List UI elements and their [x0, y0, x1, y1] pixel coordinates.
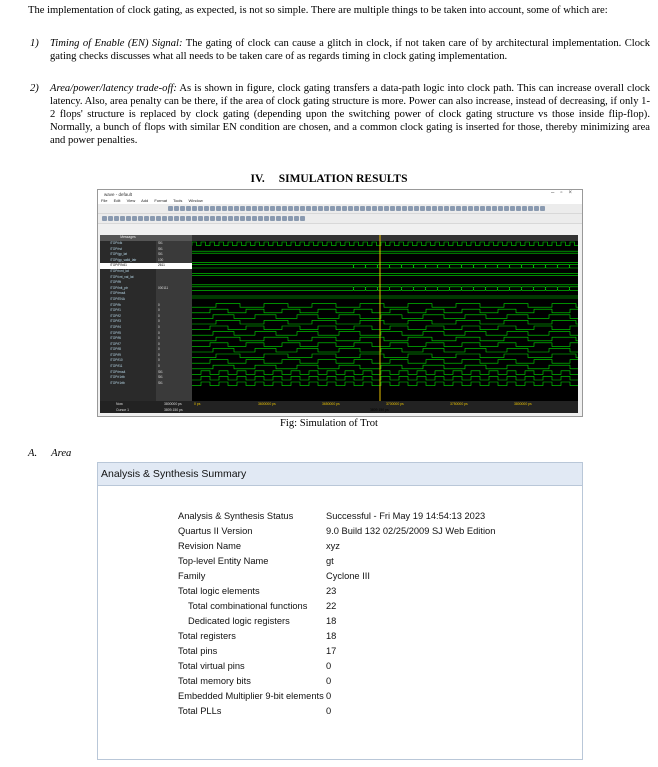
time-tick: 3700000 ps: [386, 402, 404, 406]
subsection-heading: [28, 448, 71, 459]
section-title: SIMULATION RESULTS: [278, 173, 408, 185]
section-heading: [0, 173, 658, 185]
signal-name[interactable]: /TOP/r1rtb: [110, 380, 125, 385]
summary-row: [178, 689, 495, 704]
summary-key: Total memory bits: [178, 676, 251, 686]
summary-key: Quartus II Version: [178, 526, 253, 536]
signal-name[interactable]: /TOP/r1rtb: [110, 375, 125, 380]
list-item-timing: [28, 37, 650, 63]
signal-waveform: [192, 309, 578, 313]
summary-row: [178, 599, 495, 614]
signal-waveform: [192, 371, 578, 375]
signal-name[interactable]: /TOP/ENA: [110, 296, 125, 301]
summary-key: Total registers: [178, 631, 236, 641]
summary-key: Embedded Multiplier 9-bit elements: [178, 691, 324, 701]
summary-row: [178, 524, 495, 539]
summary-key: Top-level Entity Name: [178, 556, 269, 566]
signal-waveform: [192, 354, 578, 358]
summary-value: 23: [326, 586, 337, 596]
sim-window-title: wave - default: [104, 192, 133, 197]
cursor-label: Cursor 1: [116, 408, 130, 412]
signal-name[interactable]: /TOP/fft: [110, 280, 121, 285]
signal-name[interactable]: /TOP/f9: [110, 352, 121, 357]
summary-value: Cyclone III: [326, 571, 370, 581]
list-number: 2): [30, 83, 39, 94]
summary-key: Analysis & Synthesis Status: [178, 511, 294, 521]
sim-toolbar-2: [98, 214, 582, 224]
signal-value: 000111: [158, 285, 169, 290]
menu-view: View: [126, 198, 136, 203]
menu-format: Format: [154, 198, 168, 203]
signal-value: 0: [158, 330, 160, 335]
time-tick: 3750000 ps: [450, 402, 468, 406]
summary-row: [178, 674, 495, 689]
signal-waveform: [192, 264, 578, 268]
signal-value: 0: [158, 347, 160, 352]
figure-caption: Fig: Simulation of Trot: [279, 418, 379, 429]
signal-names: [100, 235, 156, 401]
signal-name[interactable]: /TOP/f7: [110, 341, 121, 346]
signal-value: St1: [158, 241, 163, 245]
sim-bottombar: [100, 401, 578, 413]
signal-value: St1: [158, 246, 163, 251]
signal-waveform: [192, 326, 578, 330]
menu-file: File: [101, 198, 108, 203]
summary-key: Total combinational functions: [188, 601, 308, 611]
signal-value: 0: [158, 336, 160, 341]
signal-waveform: [192, 337, 578, 341]
signal-name[interactable]: /TOP/FIN41: [100, 263, 156, 269]
list-item-tradeoff: [28, 82, 650, 147]
summary-key: Total virtual pins: [178, 661, 245, 671]
menu-tools: Tools: [173, 198, 183, 203]
signal-name[interactable]: /TOP/gp_lat: [110, 252, 127, 257]
summary-row: [178, 629, 495, 644]
summary-table: [178, 509, 495, 719]
sim-titlebar: [98, 190, 582, 198]
now-value: 3800000 ps: [164, 402, 182, 406]
summary-row: [178, 614, 495, 629]
simulation-figure: [97, 189, 583, 417]
menu-edit: Edit: [113, 198, 121, 203]
signal-name[interactable]: /TOP/f2: [110, 313, 121, 318]
menu-window: Window: [188, 198, 203, 203]
cursor-time-label: 3809.150 ps: [370, 408, 389, 412]
now-label: Now: [116, 402, 123, 406]
summary-value: 0: [326, 691, 332, 701]
signal-value: 0: [158, 324, 160, 329]
messages-header: Messages: [100, 235, 156, 241]
signal-value: St1: [158, 369, 163, 374]
signal-waveform: [192, 287, 578, 291]
signal-name[interactable]: /TOP/f5: [110, 330, 121, 335]
summary-key: Family: [178, 571, 206, 581]
summary-key: Total logic elements: [178, 586, 260, 596]
time-axis-svg: [100, 401, 578, 413]
list-term: Timing of Enable (EN) Signal:: [50, 38, 183, 49]
summary-key: Total PLLs: [178, 706, 222, 716]
signal-waveform: [192, 315, 578, 319]
signal-value: St1: [158, 380, 163, 385]
signal-value: 0: [158, 352, 160, 357]
menu-add: Add: [141, 198, 149, 203]
summary-value: 18: [326, 616, 337, 626]
signal-name[interactable]: /TOP/clk: [110, 241, 123, 245]
signal-value: St1: [158, 375, 163, 380]
time-tick: 3600000 ps: [258, 402, 276, 406]
signal-name[interactable]: /TOP/init_ptr: [110, 285, 128, 290]
signal-waveform: [192, 376, 578, 380]
summary-row: [178, 509, 495, 524]
summary-value: 0: [326, 676, 332, 686]
summary-key: Revision Name: [178, 541, 242, 551]
summary-value: 9.0 Build 132 02/25/2009 SJ Web Edition: [326, 526, 496, 536]
signal-name[interactable]: /TOP/rcnt_lat: [110, 268, 129, 273]
summary-value: 0: [326, 661, 332, 671]
signal-name[interactable]: /TOP/cnt_val_lat: [110, 274, 134, 279]
signal-name[interactable]: /TOP/f3: [110, 319, 121, 324]
signal-name[interactable]: /TOP/rst: [110, 246, 122, 251]
summary-row: [178, 569, 495, 584]
subsection-letter: A.: [28, 448, 38, 459]
window-controls: –▫×: [551, 190, 578, 196]
waveform-svg: [192, 235, 578, 401]
summary-row: [178, 644, 495, 659]
signal-waveform: [192, 365, 578, 369]
signal-value: 2611: [156, 263, 192, 269]
summary-row: [178, 539, 495, 554]
signal-waveform: [192, 348, 578, 352]
signal-name[interactable]: /TOP/ena4: [110, 291, 126, 296]
summary-row: [178, 704, 495, 719]
synthesis-summary-panel: [97, 462, 583, 760]
time-tick: 3650000 ps: [322, 402, 340, 406]
signal-name[interactable]: /TOP/f6: [110, 336, 121, 341]
summary-row: [178, 659, 495, 674]
signal-value: 0: [158, 358, 160, 363]
signal-values: [156, 235, 192, 401]
signal-value: 0: [158, 364, 160, 369]
summary-value: Successful - Fri May 19 14:54:13 2023: [326, 511, 486, 521]
section-number: IV.: [250, 173, 265, 185]
summary-row: [178, 584, 495, 599]
signal-name[interactable]: /TOP/f10: [110, 358, 123, 363]
signal-name[interactable]: /TOP/f11: [110, 364, 123, 369]
waveform-area: [192, 235, 578, 401]
subsection-title: Area: [51, 448, 72, 459]
signal-name[interactable]: /TOP/f8: [110, 347, 121, 352]
signal-value: 0: [158, 341, 160, 346]
signal-waveform: [192, 382, 578, 386]
sim-toolbar-1: [98, 204, 582, 214]
signal-waveform: [192, 343, 578, 347]
summary-header: Analysis & Synthesis Summary: [98, 463, 582, 486]
signal-waveform: [192, 242, 578, 246]
signal-waveform: [192, 320, 578, 324]
signal-name[interactable]: /TOP/f4: [110, 324, 121, 329]
signal-value: St1: [158, 252, 163, 257]
list-text: As is shown in figure, clock gating transfers a data-path logic into clock path. This can increase overall clock latency. Also, area penalty can be there, if the area of clock gating structure is more. Power can also increase, instead of decreasing, if only 1-2 flops' structure is replaced by clock gating (depending upon the switching power of clock gating structure vs those inside flip-flop). Normally, a bunch of flops with similar EN condition are chosen, and a common clock gating is inserted for those, thereby minimizing area and power penalties.: [50, 83, 650, 146]
wave-header: [192, 235, 578, 241]
signal-value: 0: [158, 308, 160, 313]
cursor-value: 3809.150 ps: [164, 408, 183, 412]
list-text: The gating of clock can cause a glitch in clock, if not taken care of by architectural implementation. Clock gating checks discusses what all needs to be taken care of as regards timing in clock gating implementation.: [50, 38, 650, 62]
summary-value: xyz: [326, 541, 340, 551]
signal-name[interactable]: /TOP/gp_valid_latr: [110, 257, 137, 262]
summary-value: 22: [326, 601, 337, 611]
signal-name[interactable]: /TOP/fb: [110, 302, 121, 307]
signal-waveform: [192, 332, 578, 336]
signal-value: 100: [158, 257, 164, 262]
time-tick: 0 ps: [194, 402, 201, 406]
summary-row: [178, 554, 495, 569]
signal-value: 0: [158, 319, 160, 324]
list-number: 1): [30, 38, 39, 49]
signal-name[interactable]: /TOP/ena4: [110, 369, 126, 374]
summary-value: 0: [326, 706, 332, 716]
summary-key: Total pins: [178, 646, 218, 656]
summary-key: Dedicated logic registers: [188, 616, 290, 626]
signal-value: 0: [158, 313, 160, 318]
list-term: Area/power/latency trade-off:: [50, 83, 177, 94]
summary-value: 18: [326, 631, 337, 641]
signal-value: 0: [158, 302, 160, 307]
summary-value: gt: [326, 556, 334, 566]
intro-paragraph: The implementation of clock gating, as expected, is not so simple. There are multiple things to be taken into account, some of which are:: [28, 5, 608, 16]
signal-name[interactable]: /TOP/f1: [110, 308, 121, 313]
sim-panes: [100, 235, 578, 401]
summary-value: 17: [326, 646, 337, 656]
time-tick: 3800000 ps: [514, 402, 532, 406]
signal-waveform: [192, 360, 578, 364]
signal-waveform: [192, 304, 578, 308]
